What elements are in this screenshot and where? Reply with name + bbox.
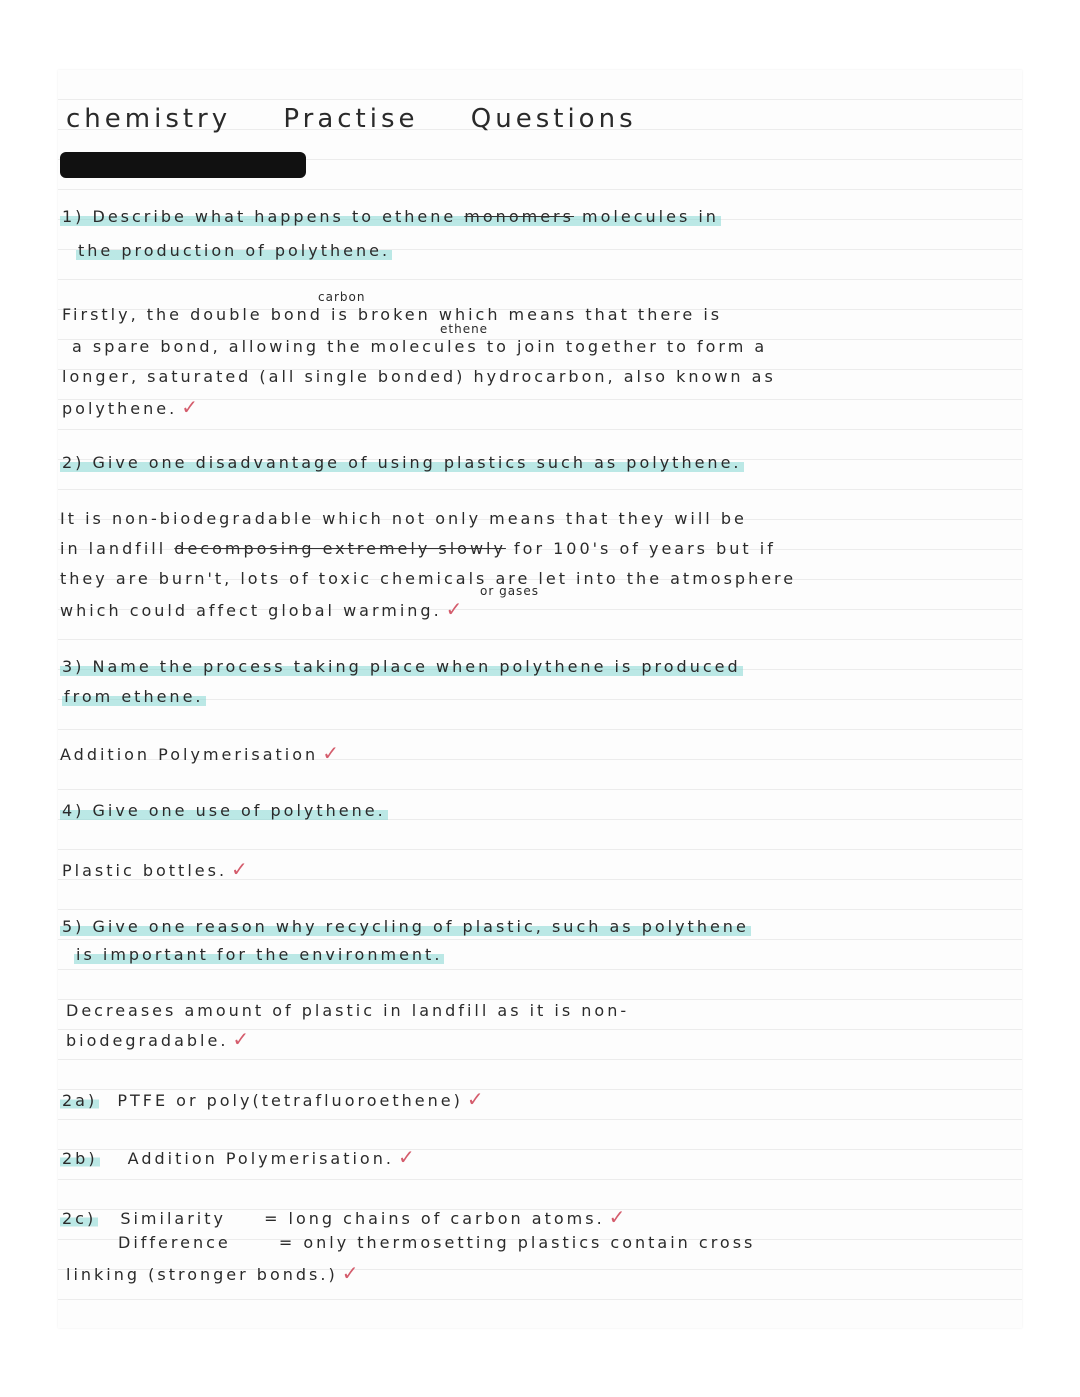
question-1-cont: the production of polythene. (78, 241, 391, 260)
tick-icon: ✓ (231, 857, 248, 881)
question-4: 4) Give one use of polythene. (62, 801, 386, 820)
insert-ethene: ethene (440, 322, 489, 336)
question-2: 2) Give one disadvantage of using plastics such as polythene. (62, 453, 742, 472)
page-title: chemistry Practise Questions (66, 104, 637, 134)
answer-2-line-3: they are burn't, lots of toxic chemicals are let into the atmosphere (60, 569, 797, 588)
answer-2c-similarity: 2c) Similarity = long chains of carbon atoms. ✓ (62, 1205, 626, 1229)
answer-1-line-2: a spare bond, allowing the molecules to join together to form a (72, 337, 768, 356)
answer-2c-difference-cont: linking (stronger bonds.) ✓ (66, 1261, 359, 1285)
answer-1-line-1: Firstly, the double bond is broken which means that there is (62, 305, 723, 324)
tick-icon: ✓ (608, 1205, 626, 1229)
tick-icon: ✓ (397, 1145, 415, 1169)
answer-1-line-3: longer, saturated (all single bonded) hydrocarbon, also known as (62, 367, 776, 386)
tick-icon: ✓ (232, 1027, 250, 1051)
question-5-cont: is important for the environment. (76, 945, 443, 964)
redacted-name (60, 152, 306, 178)
answer-5-line-1: Decreases amount of plastic in landfill as it is non- (66, 1001, 630, 1020)
answer-1-line-4: polythene. ✓ (62, 395, 198, 419)
insert-carbon: carbon (318, 290, 366, 304)
question-1: 1) Describe what happens to ethene monomers molecules in (62, 207, 719, 226)
answer-2-line-4: which could affect global warming. ✓ (60, 597, 463, 621)
answer-2-line-2: in landfill decomposing extremely slowly for 100's of years but if (60, 539, 776, 558)
tick-icon: ✓ (322, 741, 339, 765)
insert-gases: or gases (480, 584, 539, 598)
answer-4: Plastic bottles. ✓ (62, 857, 248, 881)
tick-icon: ✓ (445, 597, 463, 621)
answer-2c-difference: Difference = only thermosetting plastics contain cross (118, 1233, 756, 1252)
tick-icon: ✓ (466, 1087, 484, 1111)
answer-2b: 2b) Addition Polymerisation. ✓ (62, 1145, 415, 1169)
question-3: 3) Name the process taking place when polythene is produced (62, 657, 741, 676)
answer-5-line-2: biodegradable. ✓ (66, 1027, 250, 1051)
question-3-cont: from ethene. (64, 687, 204, 706)
answer-2a: 2a) PTFE or poly(tetrafluoroethene) ✓ (62, 1087, 484, 1111)
answer-2-line-1: It is non-biodegradable which not only means that they will be (60, 509, 747, 528)
question-5: 5) Give one reason why recycling of plastic, such as polythene (62, 917, 749, 936)
tick-icon: ✓ (181, 395, 198, 419)
tick-icon: ✓ (341, 1261, 359, 1285)
answer-3: Addition Polymerisation ✓ (60, 741, 339, 765)
